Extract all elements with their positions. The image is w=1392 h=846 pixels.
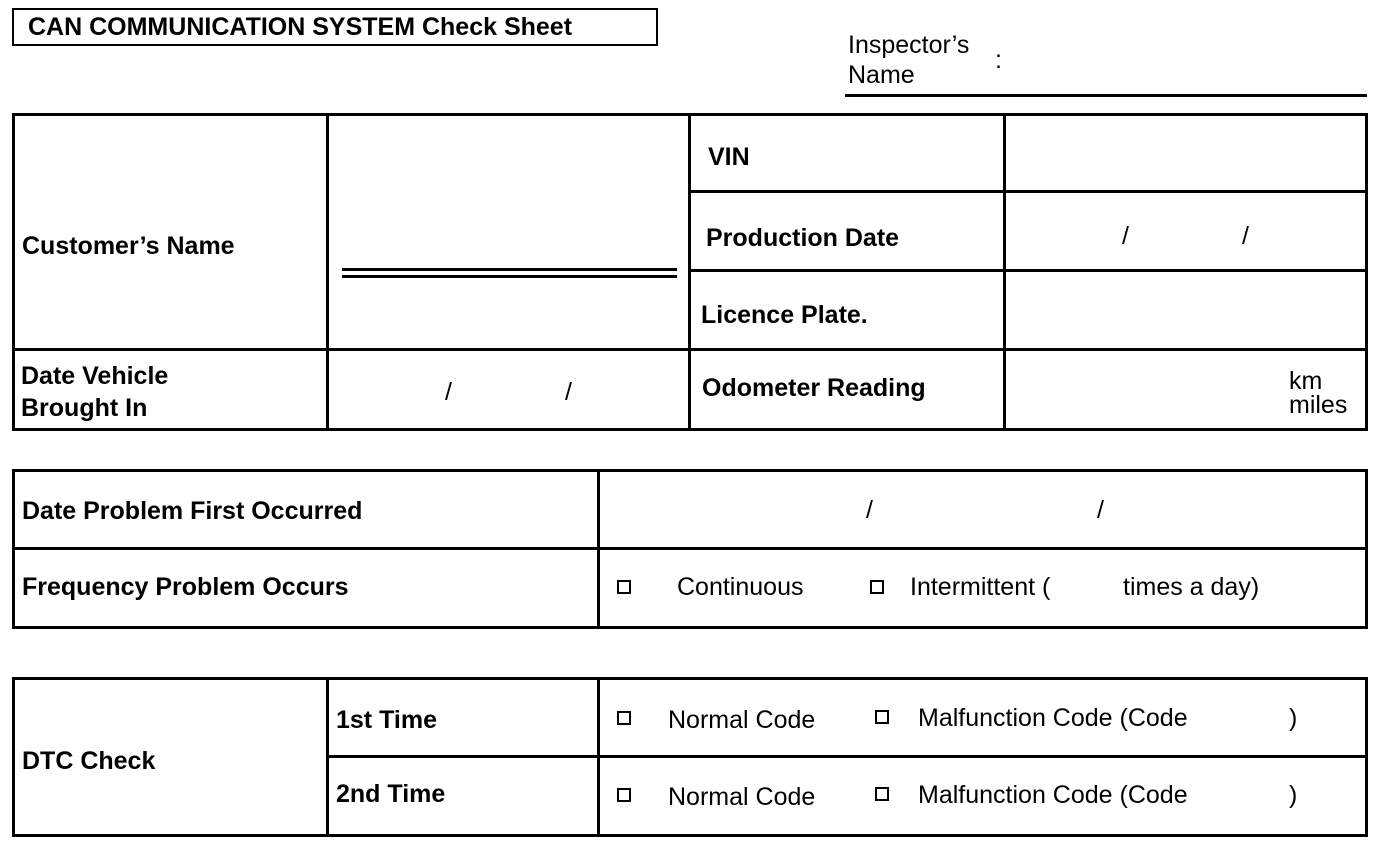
malfunction-code-label: Malfunction Code (Code — [918, 781, 1188, 809]
customer-name-label: Customer’s Name — [22, 232, 235, 260]
page-title: CAN COMMUNICATION SYSTEM Check Sheet — [12, 8, 658, 46]
production-date-sep: / — [1122, 222, 1129, 250]
inspector-label-line1: Inspector’s — [848, 31, 970, 59]
dtc-check-label: DTC Check — [22, 747, 156, 775]
divider — [688, 269, 1368, 272]
second-malfunction-code-checkbox[interactable] — [875, 787, 889, 801]
production-date-sep: / — [1242, 222, 1249, 250]
date-first-sep: / — [1097, 496, 1104, 524]
inspector-name-label — [848, 30, 969, 90]
date-first-occurred-label: Date Problem First Occurred — [22, 497, 363, 525]
date-brought-in-line1: Date Vehicle — [21, 362, 169, 390]
divider — [12, 348, 1368, 351]
inspector-label-line2: Name — [848, 61, 915, 89]
first-time-label: 1st Time — [336, 706, 437, 734]
malfunction-code-label: Malfunction Code (Code — [918, 704, 1188, 732]
odometer-unit-miles: miles — [1289, 391, 1348, 419]
date-brought-in-sep: / — [445, 378, 452, 406]
divider — [12, 547, 1368, 550]
divider — [326, 113, 329, 431]
intermittent-label: Intermittent ( — [910, 573, 1051, 601]
divider — [688, 190, 1368, 193]
normal-code-label: Normal Code — [668, 706, 816, 734]
vin-field[interactable] — [1010, 118, 1360, 188]
second-time-label: 2nd Time — [336, 780, 446, 808]
divider — [326, 755, 1368, 758]
customer-name-field[interactable] — [342, 268, 677, 271]
customer-name-field-underline — [342, 275, 677, 278]
licence-plate-field[interactable] — [1010, 275, 1360, 345]
continuous-checkbox[interactable] — [617, 580, 631, 594]
times-a-day-label: times a day) — [1123, 573, 1260, 601]
inspector-name-field[interactable] — [845, 94, 1367, 97]
frequency-label: Frequency Problem Occurs — [22, 573, 349, 601]
normal-code-label: Normal Code — [668, 783, 816, 811]
production-date-label: Production Date — [706, 224, 900, 252]
second-normal-code-checkbox[interactable] — [617, 788, 631, 802]
divider — [1003, 113, 1006, 431]
odometer-label: Odometer Reading — [702, 374, 926, 402]
inspector-colon: : — [995, 46, 1002, 74]
date-brought-in-line2: Brought In — [21, 394, 148, 422]
first-malfunction-code-checkbox[interactable] — [875, 710, 889, 724]
close-paren: ) — [1289, 781, 1298, 809]
first-normal-code-checkbox[interactable] — [617, 711, 631, 725]
date-brought-in-label — [21, 360, 168, 424]
odometer-unit-km: km — [1289, 367, 1323, 395]
intermittent-checkbox[interactable] — [870, 580, 884, 594]
date-brought-in-sep: / — [565, 378, 572, 406]
vin-label: VIN — [708, 143, 750, 171]
licence-plate-label: Licence Plate. — [701, 301, 868, 329]
divider — [688, 113, 691, 431]
date-first-sep: / — [866, 496, 873, 524]
continuous-label: Continuous — [677, 573, 804, 601]
close-paren: ) — [1289, 704, 1298, 732]
